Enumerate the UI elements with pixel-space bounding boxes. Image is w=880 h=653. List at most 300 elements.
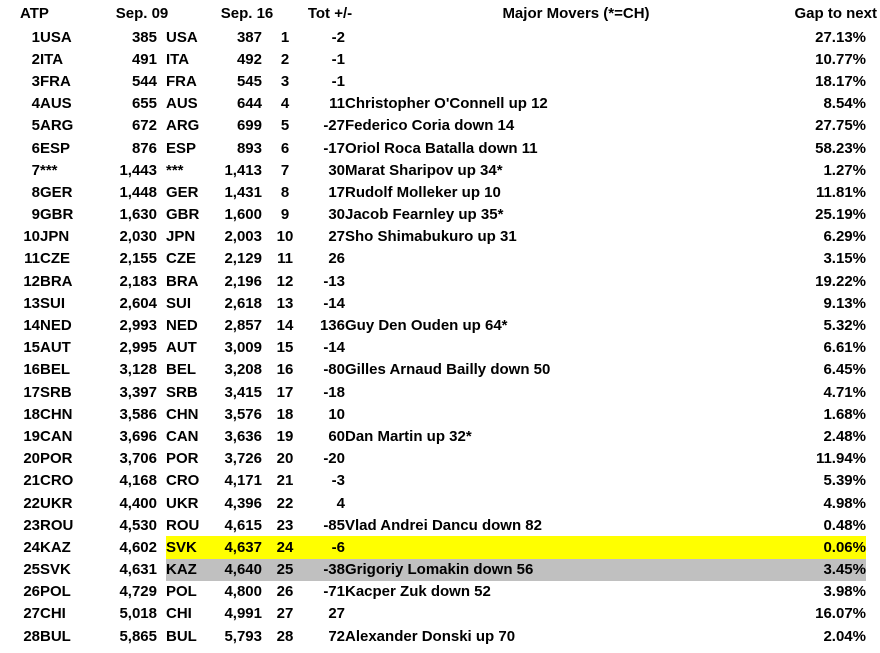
table-row (0, 70, 880, 92)
points-change-cell: 10 (328, 405, 345, 423)
gap-to-next-cell: 25.19% (815, 206, 866, 224)
gap-to-next-cell: 3.98% (823, 583, 866, 601)
rank-cell: 10 (23, 228, 40, 246)
major-mover-cell: Jacob Fearnley up 35* (345, 206, 504, 224)
rank-cell: 9 (31, 206, 40, 224)
major-mover-cell (345, 270, 700, 292)
rank-cell: 15 (23, 339, 40, 357)
column-gap-spacer (157, 48, 166, 70)
sep09-points-cell: 5,018 (119, 605, 157, 623)
sep16-country-cell: SVK (166, 536, 215, 558)
right-margin-spacer (866, 536, 880, 558)
points-change-cell: 11 (329, 95, 345, 113)
sep16-rank-cell: 4 (280, 95, 290, 113)
gap-to-next-cell: 5.32% (823, 317, 866, 335)
table-row (0, 204, 880, 226)
sep09-country-cell: GBR (40, 206, 74, 224)
sep09-points-cell: 4,631 (119, 561, 157, 579)
sep16-rank-cell: 12 (276, 272, 294, 290)
points-change-cell: -14 (323, 294, 345, 312)
sep16-points-cell: 387 (236, 28, 262, 46)
sep09-country-cell: NED (40, 317, 72, 335)
sep16-rank-cell: 3 (280, 72, 290, 90)
sep16-country-cell: BEL (166, 361, 196, 379)
gap-to-next-cell: 11.94% (815, 450, 866, 468)
rank-cell: 23 (23, 516, 40, 534)
right-margin-spacer (866, 115, 880, 137)
sep16-points-cell: 2,129 (224, 250, 262, 268)
sep16-rank-cell: 14 (276, 317, 294, 335)
major-mover-cell (345, 536, 700, 558)
sep09-points-cell: 4,729 (119, 583, 157, 601)
sep16-country-cell: GBR (166, 206, 200, 224)
table-row (0, 403, 880, 425)
points-change-cell: 30 (328, 161, 345, 179)
sep09-points-cell: 2,993 (119, 317, 157, 335)
major-mover-cell (345, 448, 700, 470)
gap-to-next-cell: 16.07% (815, 605, 866, 623)
table-row (0, 93, 880, 115)
sep09-country-cell: CHI (40, 605, 66, 623)
rank-cell: 13 (23, 294, 40, 312)
sep16-rank-cell: 27 (276, 605, 294, 623)
gap-to-next-cell: 3.45% (700, 559, 866, 581)
sep09-points-cell: 655 (131, 95, 157, 113)
rank-cell: 22 (23, 494, 40, 512)
sep16-country-cell: KAZ (166, 559, 215, 581)
right-margin-spacer (866, 559, 880, 581)
column-gap-spacer (157, 514, 166, 536)
table-row (0, 181, 880, 203)
col-header-gap-to-next: Gap to next (794, 5, 877, 22)
sep16-country-cell: CAN (166, 427, 199, 445)
points-change-cell: -38 (308, 559, 345, 581)
gap-to-next-cell: 27.75% (815, 117, 866, 135)
right-margin-spacer (866, 226, 880, 248)
right-margin-spacer (866, 403, 880, 425)
table-row (0, 248, 880, 270)
sep16-points-cell: 699 (236, 117, 262, 135)
sep16-rank-cell: 1 (280, 28, 290, 46)
sep16-points-cell: 3,726 (224, 450, 262, 468)
sep16-rank-cell: 23 (276, 516, 294, 534)
sep16-rank-cell: 21 (276, 472, 294, 490)
right-margin-spacer (866, 381, 880, 403)
right-margin-spacer (866, 314, 880, 336)
sep16-points-cell: 3,576 (224, 405, 262, 423)
table-row (0, 159, 880, 181)
sep09-points-cell: 4,400 (119, 494, 157, 512)
column-gap-spacer (157, 625, 166, 647)
table-row (0, 226, 880, 248)
right-margin-spacer (866, 204, 880, 226)
table-row (0, 470, 880, 492)
major-mover-cell: Oriol Roca Batalla down 11 (345, 139, 538, 157)
table-row (0, 137, 880, 159)
gap-to-next-cell: 11.81% (815, 183, 866, 201)
major-mover-cell (345, 381, 700, 403)
sep16-country-cell: CHN (166, 405, 199, 423)
sep16-country-cell: SRB (166, 383, 198, 401)
sep09-country-cell: JPN (40, 228, 70, 246)
sep09-country-cell: BRA (40, 272, 73, 290)
col-header-major-movers: Major Movers (*=CH) (502, 5, 650, 22)
column-gap-spacer (157, 581, 166, 603)
sep16-points-cell: 1,431 (224, 183, 262, 201)
sep16-points-cell: 4,171 (224, 472, 262, 490)
sep16-country-cell: BUL (166, 627, 197, 645)
right-margin-spacer (866, 292, 880, 314)
sep09-points-cell: 2,030 (119, 228, 157, 246)
sep09-points-cell: 5,865 (119, 627, 157, 645)
points-change-cell: -80 (323, 361, 345, 379)
rank-cell: 25 (23, 561, 40, 579)
column-gap-spacer (157, 292, 166, 314)
points-change-cell: 27 (328, 228, 345, 246)
column-gap-spacer (157, 403, 166, 425)
sep09-country-cell: *** (40, 161, 58, 179)
column-gap-spacer (157, 137, 166, 159)
gap-to-next-cell: 58.23% (815, 139, 866, 157)
sep09-country-cell: AUS (40, 95, 72, 113)
major-mover-cell: Gilles Arnaud Bailly down 50 (345, 361, 551, 379)
sep16-rank-cell: 25 (262, 559, 308, 581)
column-gap-spacer (157, 536, 166, 558)
table-row (0, 314, 880, 336)
sep16-points-cell: 1,413 (224, 161, 262, 179)
sep09-points-cell: 2,183 (119, 272, 157, 290)
rank-cell: 26 (23, 583, 40, 601)
table-row (0, 448, 880, 470)
sep09-country-cell: KAZ (40, 538, 71, 556)
sep16-rank-cell: 9 (280, 206, 290, 224)
sep16-country-cell: ARG (166, 117, 200, 135)
column-gap-spacer (157, 226, 166, 248)
sep16-rank-cell: 6 (280, 139, 290, 157)
points-change-cell: 60 (328, 427, 345, 445)
rank-cell: 5 (31, 117, 40, 135)
major-mover-cell (345, 470, 700, 492)
col-header-sep09: Sep. 09 (115, 5, 169, 22)
sep16-country-cell: NED (166, 317, 198, 335)
points-change-cell: 17 (328, 183, 345, 201)
sep16-points-cell: 2,003 (224, 228, 262, 246)
sep16-country-cell: SUI (166, 294, 192, 312)
rank-cell: 2 (31, 50, 40, 68)
major-mover-cell: Marat Sharipov up 34* (345, 161, 503, 179)
col-header-atp: ATP (20, 5, 49, 22)
rank-cell: 11 (24, 250, 40, 268)
right-margin-spacer (866, 181, 880, 203)
sep16-country-cell: ROU (166, 516, 200, 534)
points-change-cell: -6 (308, 536, 345, 558)
sep09-points-cell: 672 (131, 117, 157, 135)
sep16-points-cell: 893 (236, 139, 262, 157)
rank-cell: 12 (23, 272, 40, 290)
sep09-country-cell: FRA (40, 72, 71, 90)
table-row (0, 359, 880, 381)
right-margin-spacer (866, 337, 880, 359)
sep16-rank-cell: 16 (276, 361, 294, 379)
major-mover-cell: Christopher O'Connell up 12 (345, 95, 548, 113)
column-gap-spacer (157, 470, 166, 492)
points-change-cell: 4 (336, 494, 345, 512)
sep16-points-cell: 2,857 (224, 317, 262, 335)
sep16-country-cell: *** (166, 161, 184, 179)
right-margin-spacer (866, 425, 880, 447)
table-row (0, 559, 880, 581)
sep16-country-cell: ITA (166, 50, 190, 68)
sep09-points-cell: 544 (131, 72, 157, 90)
sep16-country-cell: AUT (166, 339, 197, 357)
table-row (0, 425, 880, 447)
points-change-cell: -1 (331, 50, 345, 68)
gap-to-next-cell: 2.04% (823, 627, 866, 645)
right-margin-spacer (866, 159, 880, 181)
points-change-cell: -20 (323, 450, 345, 468)
sep09-country-cell: ARG (40, 117, 74, 135)
rank-cell: 14 (23, 317, 40, 335)
rank-cell: 17 (23, 383, 40, 401)
sep16-rank-cell: 2 (280, 50, 290, 68)
sep16-country-cell: UKR (166, 494, 199, 512)
sep09-points-cell: 385 (131, 28, 157, 46)
sep16-rank-cell: 13 (276, 294, 294, 312)
sep09-points-cell: 2,995 (119, 339, 157, 357)
gap-to-next-cell: 2.48% (823, 427, 866, 445)
sep16-points-cell: 4,615 (224, 516, 262, 534)
sep16-country-cell: AUS (166, 95, 198, 113)
gap-to-next-cell: 8.54% (823, 95, 866, 113)
rank-cell: 24 (23, 538, 40, 556)
points-change-cell: 30 (328, 206, 345, 224)
rank-cell: 19 (23, 427, 40, 445)
points-change-cell: 72 (328, 627, 345, 645)
gap-to-next-cell: 4.98% (823, 494, 866, 512)
column-gap-spacer (157, 337, 166, 359)
sep09-points-cell: 3,586 (119, 405, 157, 423)
rank-cell: 8 (31, 183, 40, 201)
right-margin-spacer (866, 514, 880, 536)
right-margin-spacer (866, 359, 880, 381)
sep16-points-cell: 3,009 (224, 339, 262, 357)
sep09-country-cell: BUL (40, 627, 71, 645)
table-row (0, 270, 880, 292)
gap-to-next-cell: 6.29% (823, 228, 866, 246)
sep16-country-cell: USA (166, 28, 198, 46)
rank-cell: 20 (23, 450, 40, 468)
sep09-points-cell: 3,128 (119, 361, 157, 379)
gap-to-next-cell: 27.13% (815, 28, 866, 46)
sep16-country-cell: JPN (166, 228, 196, 246)
sep09-points-cell: 4,530 (119, 516, 157, 534)
column-gap-spacer (157, 181, 166, 203)
column-gap-spacer (157, 603, 166, 625)
sep09-country-cell: SRB (40, 383, 72, 401)
column-gap-spacer (157, 381, 166, 403)
major-mover-cell (345, 70, 700, 92)
table-row (0, 381, 880, 403)
rank-cell: 18 (23, 405, 40, 423)
points-change-cell: -71 (323, 583, 345, 601)
right-margin-spacer (866, 448, 880, 470)
sep09-country-cell: GER (40, 183, 73, 201)
sep16-points-cell: 3,636 (224, 427, 262, 445)
right-margin-spacer (866, 248, 880, 270)
gap-to-next-cell: 19.22% (815, 272, 866, 290)
points-change-cell: -27 (323, 117, 345, 135)
right-margin-spacer (866, 270, 880, 292)
points-change-cell: -3 (331, 472, 345, 490)
gap-to-next-cell: 0.06% (700, 536, 866, 558)
rank-cell: 7 (31, 161, 40, 179)
gap-to-next-cell: 6.61% (823, 339, 866, 357)
major-mover-cell: Dan Martin up 32* (345, 427, 472, 445)
table-row (0, 26, 880, 48)
column-gap-spacer (157, 425, 166, 447)
sep09-country-cell: SVK (40, 561, 71, 579)
sep09-country-cell: USA (40, 28, 72, 46)
major-mover-cell (345, 403, 700, 425)
sep09-country-cell: UKR (40, 494, 73, 512)
major-mover-cell (345, 492, 700, 514)
right-margin-spacer (866, 581, 880, 603)
major-mover-cell: Guy Den Ouden up 64* (345, 317, 508, 335)
sep16-rank-cell: 8 (280, 183, 290, 201)
points-change-cell: 136 (319, 317, 345, 335)
sep16-rank-cell: 17 (276, 383, 294, 401)
column-gap-spacer (157, 559, 166, 581)
rank-cell: 21 (23, 472, 40, 490)
sep09-points-cell: 4,168 (119, 472, 157, 490)
sep09-points-cell: 1,443 (119, 161, 157, 179)
column-gap-spacer (157, 70, 166, 92)
table-row (0, 536, 880, 558)
sep09-country-cell: POL (40, 583, 71, 601)
sep16-points-cell: 3,208 (224, 361, 262, 379)
sep16-country-cell: POR (166, 450, 199, 468)
column-gap-spacer (157, 492, 166, 514)
table-row (0, 337, 880, 359)
table-row (0, 625, 880, 647)
sep09-points-cell: 491 (131, 50, 157, 68)
sep16-country-cell: ESP (166, 139, 197, 157)
sep09-country-cell: ESP (40, 139, 71, 157)
column-gap-spacer (157, 93, 166, 115)
major-mover-cell: Federico Coria down 14 (345, 117, 515, 135)
column-gap-spacer (157, 115, 166, 137)
gap-to-next-cell: 9.13% (823, 294, 866, 312)
sep16-points-cell: 4,637 (215, 536, 262, 558)
right-margin-spacer (866, 93, 880, 115)
sep16-country-cell: BRA (166, 272, 199, 290)
right-margin-spacer (866, 625, 880, 647)
sep16-rank-cell: 7 (280, 161, 290, 179)
sep09-points-cell: 3,397 (119, 383, 157, 401)
right-margin-spacer (866, 603, 880, 625)
sep09-country-cell: AUT (40, 339, 71, 357)
sep09-points-cell: 1,630 (119, 206, 157, 224)
table-row (0, 603, 880, 625)
points-change-cell: -14 (323, 339, 345, 357)
sep09-country-cell: CRO (40, 472, 74, 490)
col-header-sep16: Sep. 16 (220, 5, 274, 22)
major-mover-cell: Rudolf Molleker up 10 (345, 183, 501, 201)
right-margin-spacer (866, 48, 880, 70)
rank-cell: 6 (31, 139, 40, 157)
right-margin-spacer (866, 137, 880, 159)
sep16-rank-cell: 20 (276, 450, 294, 468)
sep16-country-cell: FRA (166, 72, 197, 90)
column-gap-spacer (157, 270, 166, 292)
sep16-rank-cell: 18 (276, 405, 294, 423)
sep16-rank-cell: 5 (280, 117, 290, 135)
sep16-points-cell: 4,396 (224, 494, 262, 512)
sep16-points-cell: 2,196 (224, 272, 262, 290)
sep09-points-cell: 4,602 (119, 538, 157, 556)
gap-to-next-cell: 1.27% (823, 161, 866, 179)
points-change-cell: -13 (323, 272, 345, 290)
gap-to-next-cell: 10.77% (815, 50, 866, 68)
points-change-cell: -17 (323, 139, 345, 157)
sep09-country-cell: CAN (40, 427, 73, 445)
major-mover-cell (345, 26, 700, 48)
table-row (0, 48, 880, 70)
sep09-country-cell: CZE (40, 250, 70, 268)
major-mover-cell: Vlad Andrei Dancu down 82 (345, 516, 542, 534)
rank-cell: 16 (23, 361, 40, 379)
sep16-country-cell: CRO (166, 472, 200, 490)
sep09-country-cell: ROU (40, 516, 74, 534)
table-row (0, 514, 880, 536)
table-row (0, 581, 880, 603)
sep09-country-cell: SUI (40, 294, 66, 312)
gap-to-next-cell: 6.45% (823, 361, 866, 379)
sep16-points-cell: 3,415 (224, 383, 262, 401)
major-mover-cell (345, 48, 700, 70)
points-change-cell: 26 (328, 250, 345, 268)
sep16-points-cell: 4,800 (224, 583, 262, 601)
sep16-rank-cell: 26 (276, 583, 294, 601)
column-gap-spacer (157, 204, 166, 226)
points-change-cell: -85 (323, 516, 345, 534)
sep16-rank-cell: 28 (276, 627, 294, 645)
column-gap-spacer (157, 448, 166, 470)
column-gap-spacer (157, 26, 166, 48)
sep09-points-cell: 2,604 (119, 294, 157, 312)
gap-to-next-cell: 5.39% (823, 472, 866, 490)
atp-ranking-table (0, 26, 880, 647)
sep16-rank-cell: 10 (276, 228, 294, 246)
sep09-points-cell: 3,706 (119, 450, 157, 468)
major-mover-cell (345, 248, 700, 270)
major-mover-cell (345, 292, 700, 314)
points-change-cell: -1 (331, 72, 345, 90)
sep16-country-cell: CZE (166, 250, 196, 268)
table-row (0, 292, 880, 314)
sep16-country-cell: POL (166, 583, 197, 601)
sep16-points-cell: 644 (236, 95, 262, 113)
sep09-country-cell: ITA (40, 50, 64, 68)
sep16-rank-cell: 19 (276, 427, 294, 445)
sep16-rank-cell: 22 (276, 494, 294, 512)
major-mover-cell: Kacper Zuk down 52 (345, 583, 491, 601)
right-margin-spacer (866, 492, 880, 514)
major-mover-cell (345, 603, 700, 625)
sep16-points-cell: 545 (236, 72, 262, 90)
gap-to-next-cell: 3.15% (823, 250, 866, 268)
rank-cell: 1 (31, 28, 40, 46)
